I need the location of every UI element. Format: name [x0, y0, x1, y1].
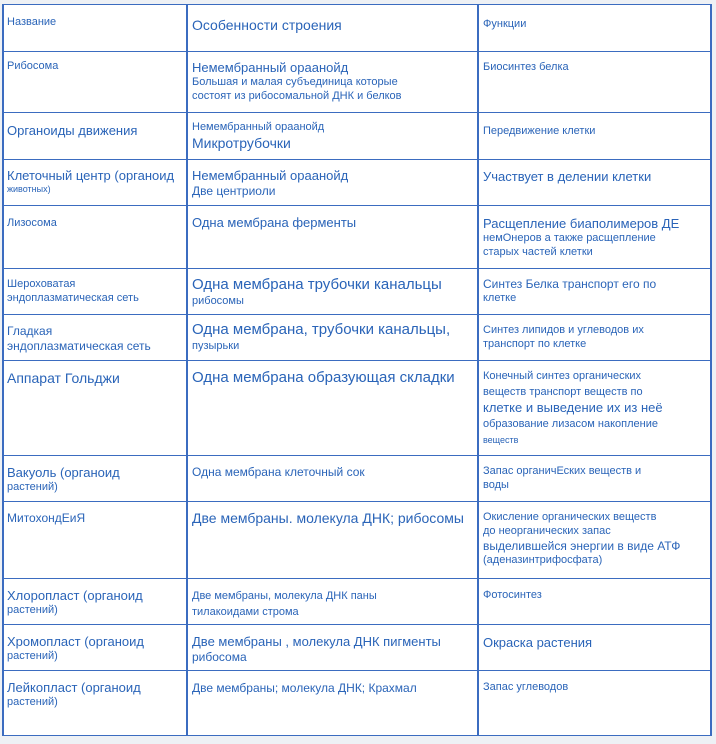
row-golgi-structure: Одна мембрана образующая складки [192, 369, 455, 386]
grid-line [2, 455, 712, 456]
grid-line [2, 735, 712, 736]
row-rough-er-function: Синтез Белка транспорт его по клетке [483, 277, 657, 304]
row-smooth-er-name: Гладкая эндоплазматическая сеть [7, 324, 151, 353]
row-movement-function: Передвижение клетки [483, 125, 596, 137]
grid-line [2, 624, 712, 625]
row-leucoplast-name: Лейкопласт (органоид растений) [7, 680, 141, 709]
row-golgi-function: Конечный синтез органических веществ транспорт веществ по клетке и выведение их из неё образование лизасом накопление веществ [483, 370, 663, 445]
row-centrosome-name: Клеточный центр (органоид животных) [7, 168, 175, 195]
row-rough-er-structure: Одна мембрана трубочки канальцы рибосомы [192, 276, 442, 307]
row-smooth-er-function: Синтез липидов и углеводов их транспорт по клетке [483, 324, 644, 350]
grid-line [2, 159, 712, 160]
grid-line [2, 314, 712, 315]
row-lysosome-structure: Одна мембрана ферменты [192, 215, 357, 230]
row-chromoplast-name: Хромопласт (органоид растений) [7, 634, 144, 663]
row-ribosome-structure: Немембранный ораанойд Большая и малая субъединица которые состоят из рибосомальной ДНК и белков [192, 60, 402, 102]
row-leucoplast-structure: Две мембраны; молекула ДНК; Крахмал [192, 681, 417, 695]
row-ribosome-name: Рибосома [7, 60, 59, 72]
grid-line [2, 112, 712, 113]
grid-line [186, 4, 188, 736]
row-leucoplast-function: Запас углеводов [483, 681, 569, 693]
grid-line [710, 4, 712, 736]
header-name: Название [7, 16, 57, 28]
grid-line [2, 268, 712, 269]
grid-line [2, 51, 712, 52]
row-chromoplast-function: Окраска растения [483, 635, 593, 650]
row-mitochondria-function: Окисление органических веществ до неорганических запас выделившейся энергии в виде АТФ (аденазинтрифосфата) [483, 511, 681, 566]
row-chloroplast-name: Хлоропласт (органоид растений) [7, 588, 143, 617]
row-vacuole-name: Вакуоль (органоид растений) [7, 465, 120, 494]
grid-line [2, 205, 712, 206]
row-lysosome-name: Лизосома [7, 217, 57, 229]
row-mitochondria-name: МитохондЕиЯ [7, 511, 86, 525]
row-golgi-name: Аппарат Гольджи [7, 370, 120, 386]
row-lysosome-function: Расщепление биаполимеров ДЕ немОнеров а также расщепление старых частей клетки [483, 216, 680, 258]
grid-line [2, 360, 712, 361]
row-movement-name: Органоиды движения [7, 123, 138, 138]
row-ribosome-function: Биосинтез белка [483, 61, 569, 73]
organelles-table [2, 4, 712, 736]
row-vacuole-structure: Одна мембрана клеточный сок [192, 465, 365, 479]
row-chromoplast-structure: Две мембраны , молекула ДНК пигменты рибосома [192, 634, 441, 665]
row-rough-er-name: Шероховатая эндоплазматическая сеть [7, 278, 139, 304]
row-centrosome-function: Участвует в делении клетки [483, 169, 652, 184]
grid-line [2, 670, 712, 671]
row-chloroplast-structure: Две мембраны, молекула ДНК паны тилакоидами строма [192, 590, 377, 618]
header-function: Функции [483, 18, 527, 30]
header-structure: Особенности строения [192, 17, 342, 33]
row-vacuole-function: Запас органичЕских веществ и воды [483, 465, 642, 491]
grid-line [2, 4, 4, 736]
row-centrosome-structure: Немембранный ораанойд Две центриоли [192, 168, 349, 199]
grid-line [2, 501, 712, 502]
grid-line [477, 4, 479, 736]
row-mitochondria-structure: Две мембраны. молекула ДНК; рибосомы [192, 510, 464, 526]
grid-line [2, 4, 712, 5]
row-smooth-er-structure: Одна мембрана, трубочки канальцы, пузырьки [192, 321, 451, 352]
row-chloroplast-function: Фотосинтез [483, 589, 542, 601]
row-movement-structure: Немембранный ораанойд Микротрубочки [192, 121, 325, 151]
grid-line [2, 578, 712, 579]
